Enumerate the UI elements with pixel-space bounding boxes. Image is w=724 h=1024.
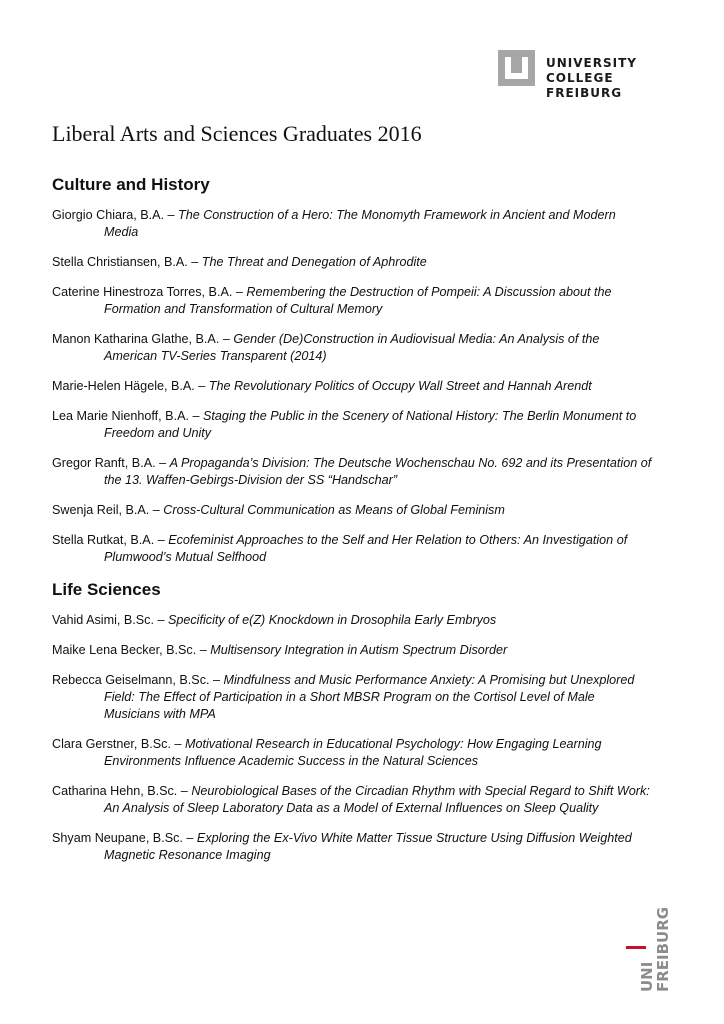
entry-author: Marie-Helen Hägele, B.A. – (52, 379, 209, 393)
entry-author: Stella Rutkat, B.A. – (52, 533, 169, 547)
list-item (52, 378, 652, 395)
entry-thesis-title: Motivational Research in Educational Psychology: How Engaging Learning Environments Influence Academic Success in the Natural Sciences (104, 737, 602, 768)
entry-thesis-title: Staging the Public in the Scenery of National History: The Berlin Monument to Freedom and Unity (104, 409, 637, 440)
uni-freiburg-logo (622, 896, 672, 996)
section-title: Life Sciences (52, 580, 161, 599)
list-item (52, 408, 652, 442)
entry-thesis-title: The Revolutionary Politics of Occupy Wall Street and Hannah Arendt (208, 379, 592, 393)
uni-freiburg-line-2: FREIBURG (654, 906, 672, 992)
uni-freiburg-line-1: UNI (638, 961, 656, 992)
entry-thesis-title: The Construction of a Hero: The Monomyth Framework in Ancient and Modern Media (104, 208, 616, 239)
logo-line-2: COLLEGE (546, 71, 614, 85)
list-item (52, 783, 652, 817)
logo-line-1: UNIVERSITY (546, 56, 637, 70)
logo-wordmark (546, 56, 637, 101)
list-item (52, 830, 652, 864)
entry-author: Lea Marie Nienhoff, B.A. – (52, 409, 203, 423)
entry-author: Maike Lena Becker, B.Sc. – (52, 643, 211, 657)
entry-thesis-title: Specificity of e(Z) Knockdown in Drosophila Early Embryos (167, 613, 497, 627)
entry-thesis-title: The Threat and Denegation of Aphrodite (201, 255, 427, 269)
uni-freiburg-accent-bar (626, 946, 646, 949)
entry-author: Vahid Asimi, B.Sc. – (52, 613, 168, 627)
entry-author: Gregor Ranft, B.A. – (52, 456, 170, 470)
university-college-logo (498, 50, 637, 101)
list-item (52, 736, 652, 770)
list-item (52, 532, 652, 566)
section-life-sciences (52, 579, 652, 864)
entry-thesis-title: Remembering the Destruction of Pompeii: A Discussion about the Formation and Transformation of Cultural Memory (104, 285, 612, 316)
section-culture-and-history (52, 174, 652, 566)
graduates-list (52, 174, 652, 877)
entry-author: Caterine Hinestroza Torres, B.A. – (52, 285, 247, 299)
list-item (52, 502, 652, 519)
entry-thesis-title: Ecofeminist Approaches to the Self and Her Relation to Others: An Investigation of Plumwood’s Mutual Selfhood (104, 533, 628, 564)
entry-thesis-title: Gender (De)Construction in Audiovisual Media: An Analysis of the American TV-Series Transparent (2014) (104, 332, 600, 363)
entry-thesis-title: Exploring the Ex-Vivo White Matter Tissue Structure Using Diffusion Weighted Magnetic Resonance Imaging (104, 831, 632, 862)
university-college-logo-icon (498, 50, 535, 86)
list-item (52, 672, 652, 723)
entry-thesis-title: A Propaganda’s Division: The Deutsche Wochenschau No. 692 and its Presentation of the 13. Waffen-Gebirgs-Division der SS “Handschar” (104, 456, 652, 487)
list-item (52, 207, 652, 241)
page-title: Liberal Arts and Sciences Graduates 2016 (52, 121, 422, 146)
entry-author: Clara Gerstner, B.Sc. – (52, 737, 185, 751)
entry-author: Catharina Hehn, B.Sc. – (52, 784, 192, 798)
entry-thesis-title: Cross-Cultural Communication as Means of Global Feminism (163, 503, 505, 517)
entry-thesis-title: Mindfulness and Music Performance Anxiety: A Promising but Unexplored Field: The Effect of Participation in a Short MBSR Program on the Cortisol Level of Male Musicians with MPA (104, 673, 635, 721)
list-item (52, 254, 652, 271)
entry-thesis-title: Neurobiological Bases of the Circadian Rhythm with Special Regard to Shift Work: An Analysis of Sleep Laboratory Data as a Model of External Influences on Sleep Quality (104, 784, 650, 815)
list-item (52, 284, 652, 318)
entry-author: Stella Christiansen, B.A. – (52, 255, 202, 269)
entry-author: Rebecca Geiselmann, B.Sc. – (52, 673, 224, 687)
entry-author: Manon Katharina Glathe, B.A. – (52, 332, 234, 346)
entry-thesis-title: Multisensory Integration in Autism Spectrum Disorder (210, 643, 508, 657)
entry-author: Swenja Reil, B.A. – (52, 503, 164, 517)
section-title: Culture and History (52, 175, 210, 194)
logo-line-3: FREIBURG (546, 86, 623, 100)
entry-author: Giorgio Chiara, B.A. – (52, 208, 178, 222)
list-item (52, 612, 652, 629)
list-item (52, 455, 652, 489)
entry-author: Shyam Neupane, B.Sc. – (52, 831, 197, 845)
list-item (52, 331, 652, 365)
list-item (52, 642, 652, 659)
